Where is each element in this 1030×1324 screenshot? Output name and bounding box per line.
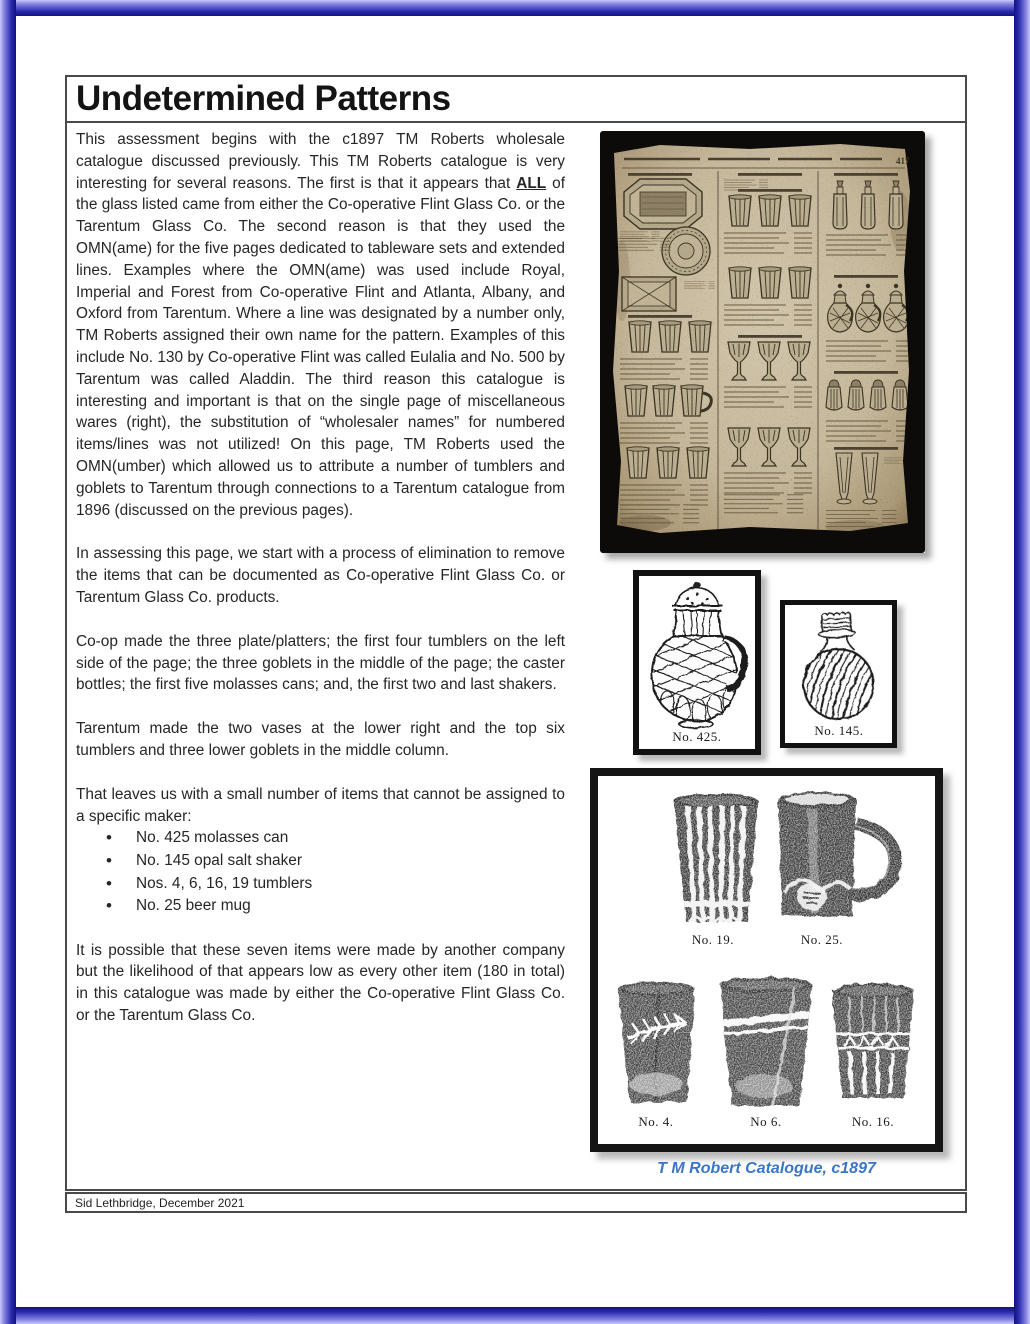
bullet-item: • No. 25 beer mug bbox=[76, 895, 565, 918]
tumbler-19-label: No. 19. bbox=[691, 932, 735, 947]
article-text-column bbox=[76, 129, 565, 1049]
catalogue-page-image bbox=[600, 131, 925, 553]
page-frame-top bbox=[0, 0, 1030, 16]
paragraph-4: Tarentum made the two vases at the lower right and the top six tumblers and three lower goblets in the middle column. bbox=[76, 720, 565, 759]
figure-caption: T M Robert Catalogue, c1897 bbox=[657, 1160, 876, 1177]
molasses-can-image bbox=[639, 576, 755, 749]
page-frame-bottom bbox=[0, 1307, 1030, 1324]
page-frame-right bbox=[1014, 0, 1030, 1324]
paragraph-5: That leaves us with a small number of items that cannot be assigned to a specific maker: bbox=[76, 785, 565, 825]
bullet-item: • Nos. 4, 6, 16, 19 tumblers bbox=[76, 873, 565, 896]
article-body-box bbox=[65, 121, 967, 1191]
salt-shaker-label: No. 145. bbox=[814, 723, 864, 738]
catalogue-page-number: 417 bbox=[896, 156, 910, 166]
page-title: Undetermined Patterns bbox=[76, 79, 451, 118]
bullet-item: • No. 145 opal salt shaker bbox=[76, 850, 565, 873]
tumbler-16-label: No. 16. bbox=[851, 1114, 895, 1129]
bullet-item: • No. 425 molasses can bbox=[76, 827, 565, 850]
salt-shaker-figure bbox=[780, 600, 897, 748]
tumblers-mug-image bbox=[598, 776, 935, 1144]
bullet-list bbox=[76, 827, 565, 917]
paragraph-2: In assessing this page, we start with a process of elimination to remove the items that can be documented as Co-operative Flint Glass Co. or Tarentum Glass Co. products. bbox=[76, 545, 565, 606]
tumblers-mug-figure bbox=[590, 768, 943, 1152]
beer-mug-25-label: No. 25. bbox=[800, 932, 844, 947]
paragraph-1 bbox=[76, 129, 565, 521]
molasses-can-figure bbox=[633, 570, 761, 755]
paragraph-6: It is possible that these seven items were made by another company but the likelihood of that appears low as every other item (180 in total) in this catalogue was made by either the Co-operative Flint Glass Co. or the Tarentum Glass Co. bbox=[76, 941, 565, 1025]
salt-shaker-image bbox=[785, 605, 892, 743]
paragraph-1-text-cont: of the glass listed came from either the Co-operative Flint Glass Co. or the Tarentum Glass Co. The second reason is that they used the OMN(ame) for the five pages dedicated to tableware sets and extended lines. Examples where the OMN(ame) was used include Royal, Imperial and Forest from Co-operative Flint and Atlanta, Albany, and Oxford from Tarentum. Where a line was designated by a number only, TM Roberts assigned their own name for the pattern. Examples of this include No. 130 by Co-operative Flint was called Eulalia and No. 500 by Tarentum was called Aladdin. The third reason this catalogue is interesting and important is that on the single page of miscellaneous wares (right), the substitution of “wholesaler names” for numbered items/lines was not utilized! On this page, TM Roberts used the OMN(umber) which allowed us to attribute a number of tumblers and goblets to Tarentum through connections to a Tarentum catalogue from 1896 (discussed on the previous pages). bbox=[76, 174, 565, 519]
catalogue-page-figure bbox=[600, 131, 925, 553]
paragraph-1-emphasis: ALL bbox=[516, 174, 547, 192]
tumbler-4-label: No. 4. bbox=[638, 1114, 674, 1129]
footer bbox=[65, 1192, 967, 1213]
paragraph-3: Co-op made the three plate/platters; the first four tumblers on the left side of the page; the three goblets in the middle of the page; the caster bottles; the first five molasses cans; and, the first two and last shakers. bbox=[76, 632, 565, 694]
tumbler-6-label: No 6. bbox=[750, 1114, 782, 1129]
footer-text: Sid Lethbridge, December 2021 bbox=[75, 1195, 245, 1210]
paragraph-1-text: This assessment begins with the c1897 TM Roberts wholesale catalogue discussed previously. This TM Roberts catalogue is very interesting for several reasons. The first is that it appears that bbox=[76, 131, 565, 192]
page-frame-left bbox=[0, 0, 16, 1324]
title-box bbox=[65, 75, 967, 123]
molasses-can-label: No. 425. bbox=[672, 729, 722, 744]
